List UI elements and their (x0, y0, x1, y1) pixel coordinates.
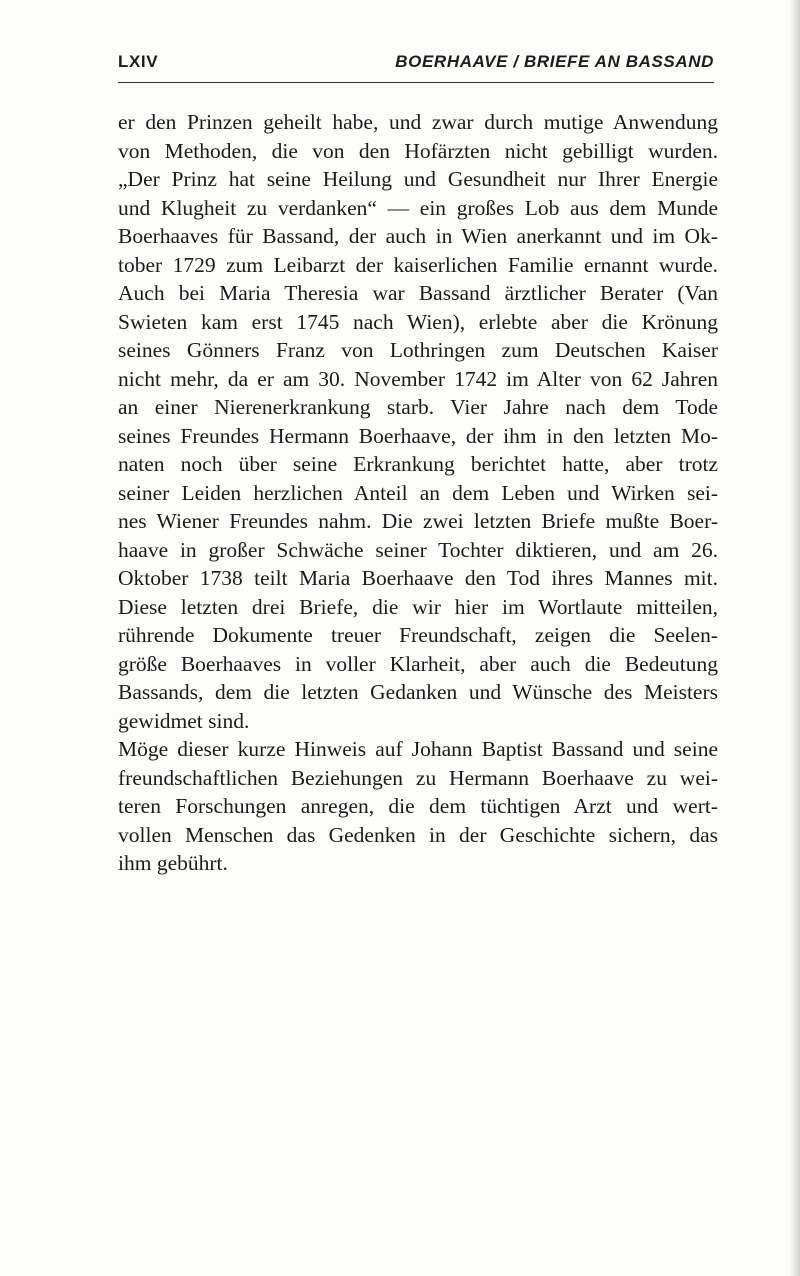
text-line: „Der Prinz hat seine Heilung und Gesundheit nur Ihrer Energie (118, 167, 718, 191)
text-line: Möge dieser kurze Hinweis auf Johann Baptist Bassand und seine (118, 737, 718, 761)
text-line: Bassands, dem die letzten Gedanken und Wünsche des Meisters (118, 680, 718, 704)
text-line: größe Boerhaaves in voller Klarheit, aber auch die Bedeutung (118, 651, 718, 676)
text-line: seines Gönners Franz von Lothringen zum Deutschen Kaiser (118, 338, 718, 362)
text-line: tober 1729 zum Leibarzt der kaiserlichen Familie ernannt wurde. (118, 252, 718, 277)
text-line: nes Wiener Freundes nahm. Die zwei letzten Briefe mußte Boer- (118, 509, 718, 533)
text-line: gewidmet sind. (118, 708, 250, 733)
text-line: rührende Dokumente treuer Freundschaft, zeigen die Seelen- (118, 623, 718, 647)
page-edge-shadow (790, 0, 800, 1276)
text-line: seines Freundes Hermann Boerhaave, der ihm in den letzten Mo- (118, 423, 718, 448)
text-line: haave in großer Schwäche seiner Tochter diktieren, und am 26. (118, 537, 718, 562)
text-line: Auch bei Maria Theresia war Bassand ärztlicher Berater (Van (118, 281, 718, 305)
running-head (118, 52, 714, 82)
running-title: BOERHAAVE / BRIEFE AN BASSAND (395, 52, 714, 71)
text-line: Diese letzten drei Briefe, die wir hier im Wortlaute mitteilen, (118, 594, 718, 619)
text-line: Swieten kam erst 1745 nach Wien), erlebte aber die Krönung (118, 309, 718, 334)
text-line: naten noch über seine Erkrankung berichtet hatte, aber trotz (118, 452, 718, 476)
text-line: Oktober 1738 teilt Maria Boerhaave den Tod ihres Mannes mit. (118, 566, 718, 590)
text-line: seiner Leiden herzlichen Anteil an dem Leben und Wirken sei- (118, 480, 718, 505)
text-line: Boerhaaves für Bassand, der auch in Wien anerkannt und im Ok- (118, 224, 718, 248)
text-line: teren Forschungen anregen, die dem tüchtigen Arzt und wert- (118, 794, 718, 818)
text-line: nicht mehr, da er am 30. November 1742 im Alter von 62 Jahren (118, 366, 718, 391)
text-line: ihm gebührt. (118, 851, 228, 875)
text-line: an einer Nierenerkrankung starb. Vier Jahre nach dem Tode (118, 395, 718, 419)
text-line: freundschaftlichen Beziehungen zu Hermann Boerhaave zu wei- (118, 765, 718, 790)
body-text (118, 108, 718, 878)
header-rule (118, 82, 714, 83)
text-line: von Methoden, die von den Hofärzten nicht gebilligt wurden. (118, 138, 718, 163)
text-line: vollen Menschen das Gedenken in der Geschichte sichern, das (118, 822, 718, 847)
text-line: er den Prinzen geheilt habe, und zwar durch mutige Anwendung (118, 110, 718, 134)
page-number: LXIV (118, 52, 159, 71)
text-line: und Klugheit zu verdanken“ — ein großes Lob aus dem Munde (118, 195, 718, 220)
